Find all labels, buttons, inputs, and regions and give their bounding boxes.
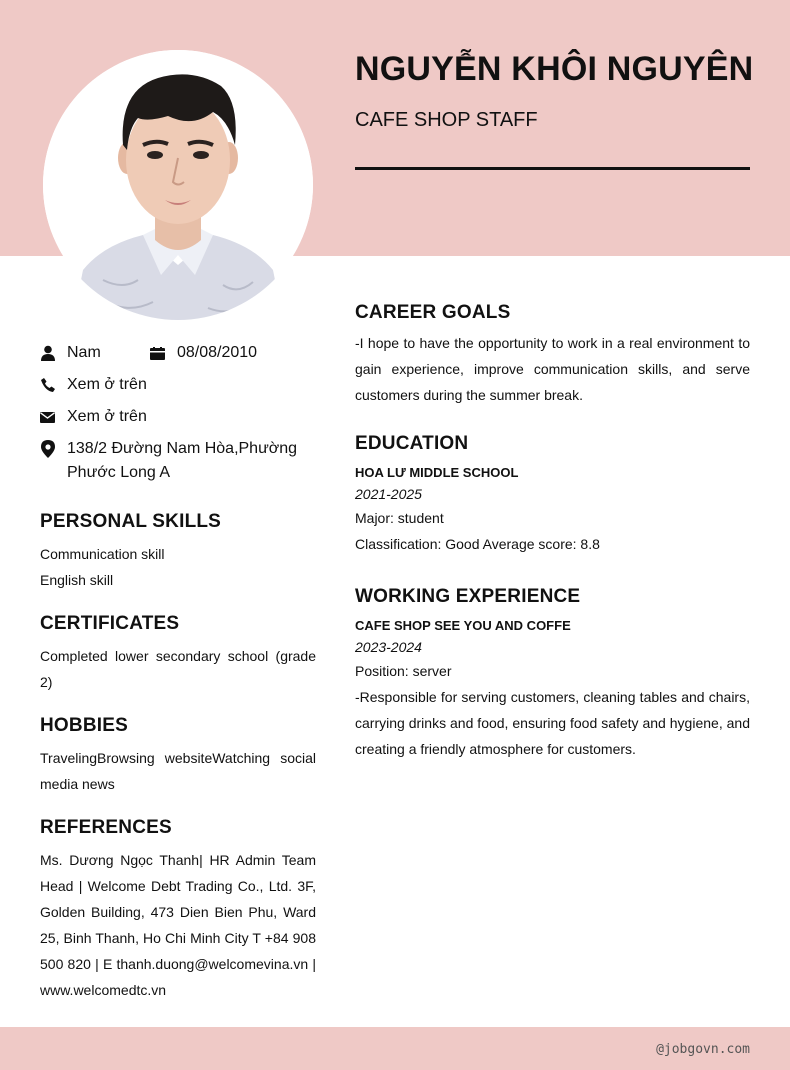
- title-divider: [355, 167, 750, 170]
- address-line-1: 138/2 Đường Nam Hòa,Phường: [67, 440, 298, 457]
- phone-row: [40, 373, 147, 397]
- location-pin-icon: [40, 437, 55, 461]
- profile-photo: [43, 50, 313, 320]
- company-name: CAFE SHOP SEE YOU AND COFFE: [355, 618, 571, 633]
- certificates-heading: CERTIFICATES: [40, 613, 180, 634]
- hobbies-heading: HOBBIES: [40, 715, 128, 736]
- phone-value: Xem ở trên: [67, 376, 147, 393]
- personal-skills-section: [40, 511, 316, 593]
- experience-section: [355, 586, 750, 762]
- email-value: Xem ở trên: [67, 408, 147, 425]
- school-name: HOA LƯ MIDDLE SCHOOL: [355, 465, 519, 480]
- career-goals-text: -I hope to have the opportunity to work in a real environment to gain experience, improve communication skills, and serve customers during the summer break.: [355, 335, 750, 403]
- candidate-name: NGUYỄN KHÔI NGUYÊN: [355, 50, 754, 88]
- career-goals-section: [355, 302, 750, 408]
- footer-credit: @jobgovn.com: [656, 1042, 750, 1057]
- education-heading: EDUCATION: [355, 433, 469, 454]
- hobbies-text: TravelingBrowsing websiteWatching social media news: [40, 750, 316, 792]
- education-period: 2021-2025: [355, 486, 422, 502]
- references-section: [40, 817, 316, 1003]
- certificates-section: [40, 613, 316, 695]
- gender-row: [40, 341, 101, 365]
- address-value: [67, 437, 297, 485]
- gender-value: Nam: [67, 344, 101, 361]
- experience-period: 2023-2024: [355, 639, 422, 655]
- references-text: Ms. Dương Ngọc Thanh| HR Admin Team Head | Welcome Debt Trading Co., Ltd. 3F, Golden Building, 473 Dien Bien Phu, Ward 25, Binh Thanh, Ho Chi Minh City T +84 908 500 820 | E thanh.duong@welcomevina.vn | www.welcomedtc.vn: [40, 852, 316, 998]
- email-row: [40, 405, 147, 429]
- personal-skills-heading: PERSONAL SKILLS: [40, 511, 222, 532]
- skill-item: Communication skill: [40, 546, 165, 562]
- mail-icon: [40, 405, 55, 429]
- certificates-text: Completed lower secondary school (grade 2): [40, 648, 316, 690]
- calendar-icon: [150, 341, 165, 365]
- experience-position: Position: server: [355, 663, 452, 679]
- address-row: [40, 437, 316, 485]
- hobbies-section: [40, 715, 316, 797]
- education-major: Major: student: [355, 510, 444, 526]
- experience-description: -Responsible for serving customers, cleaning tables and chairs, carrying drinks and food, ensuring food safety and hygiene, and creating a friendly atmosphere for customers.: [355, 689, 750, 757]
- skill-item: English skill: [40, 572, 114, 588]
- education-classification: Classification: Good Average score: 8.8: [355, 536, 600, 552]
- education-section: [355, 433, 750, 557]
- references-heading: REFERENCES: [40, 817, 172, 838]
- phone-icon: [40, 373, 55, 397]
- birthday-value: 08/08/2010: [177, 344, 258, 361]
- address-line-2: Phước Long A: [67, 464, 171, 481]
- experience-heading: WORKING EXPERIENCE: [355, 586, 581, 607]
- career-goals-heading: CAREER GOALS: [355, 302, 511, 323]
- skills-list: [40, 541, 316, 593]
- birthday-row: [150, 341, 257, 365]
- job-title: CAFE SHOP STAFF: [355, 109, 538, 131]
- person-icon: [40, 341, 55, 365]
